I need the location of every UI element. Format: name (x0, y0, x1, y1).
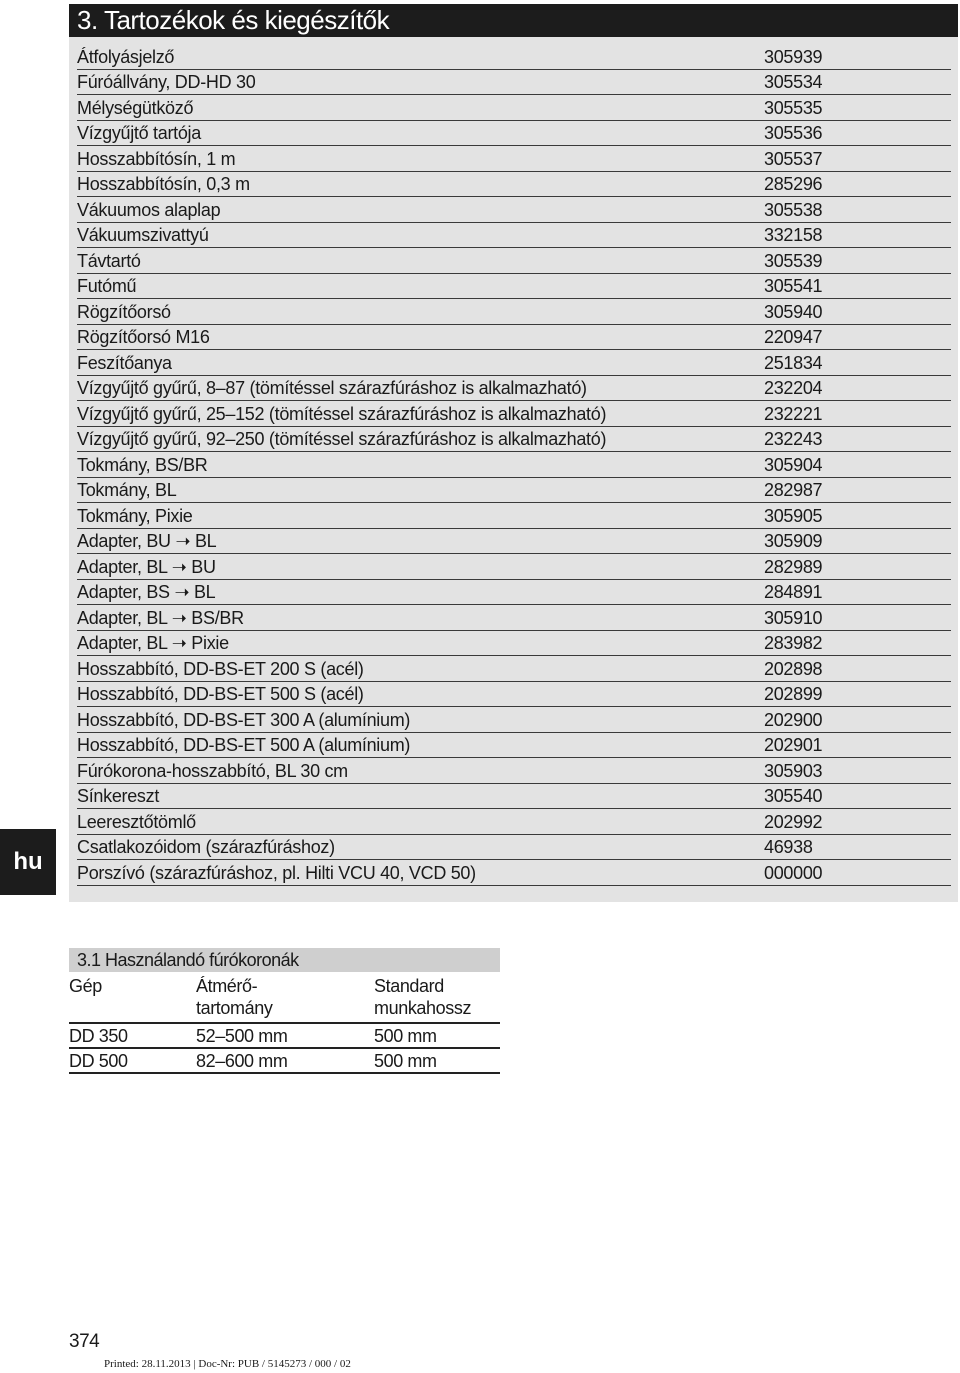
list-item (77, 223, 951, 249)
section-title: 3. Tartozékok és kiegészítők (69, 4, 958, 37)
list-item (77, 529, 951, 555)
item-number: 46938 (764, 837, 813, 857)
table-row (69, 1049, 500, 1074)
subsection-title: 3.1 Használandó fúrókoronák (69, 948, 500, 972)
list-item (77, 248, 951, 274)
accessory-name: Fúróállvány, DD-HD 30 (77, 72, 256, 92)
list-item (77, 146, 951, 172)
list-item (77, 580, 951, 606)
list-item (77, 554, 951, 580)
item-number: 283982 (764, 633, 823, 653)
accessory-name: Tokmány, BL (77, 480, 177, 500)
accessory-name: Átfolyásjelző (77, 46, 175, 67)
item-number: 282989 (764, 556, 823, 577)
cell-diameter-range: 82–600 mm (196, 1051, 288, 1071)
accessory-name: Adapter, BS ➝ BL (77, 582, 216, 602)
cell-working-length: 500 mm (374, 1051, 437, 1071)
item-number: 305535 (764, 97, 823, 118)
list-item (77, 44, 951, 70)
list-item (77, 784, 951, 810)
item-number: 305905 (764, 505, 823, 526)
item-number: 284891 (764, 582, 823, 602)
accessory-name: Adapter, BU ➝ BL (77, 531, 217, 551)
accessory-name: Vákuumszivattyú (77, 225, 209, 245)
accessory-name: Vízgyűjtő gyűrű, 8–87 (tömítéssel szárazfúráshoz is alkalmazható) (77, 378, 587, 398)
header-diameter-range: Átmérő- tartomány (196, 976, 273, 1018)
accessory-name: Hosszabbítósín, 0,3 m (77, 174, 250, 194)
item-number: 305540 (764, 786, 823, 806)
item-number: 305903 (764, 760, 823, 781)
item-number: 285296 (764, 174, 823, 194)
item-number: 305537 (764, 148, 823, 169)
list-item (77, 478, 951, 504)
item-number: 220947 (764, 327, 823, 347)
list-item (77, 95, 951, 121)
list-item (77, 299, 951, 325)
item-number: 305536 (764, 123, 823, 143)
item-number: 305539 (764, 250, 823, 271)
accessory-name: Vízgyűjtő tartója (77, 123, 201, 143)
item-number: 232243 (764, 429, 823, 449)
item-number: 305939 (764, 46, 823, 67)
list-item (77, 376, 951, 402)
item-number: 232221 (764, 403, 823, 424)
language-tab: hu (0, 829, 56, 895)
accessory-name: Adapter, BL ➝ BU (77, 556, 216, 577)
item-number: 202898 (764, 658, 823, 679)
item-number: 202901 (764, 735, 823, 755)
accessory-name: Sínkereszt (77, 786, 160, 806)
accessory-name: Hosszabbító, DD-BS-ET 500 A (alumínium) (77, 735, 411, 755)
item-number: 305904 (764, 454, 823, 475)
table-header-row (69, 975, 500, 1024)
item-number: 332158 (764, 225, 823, 245)
list-item (77, 197, 951, 223)
list-item (77, 605, 951, 631)
table-row (69, 1024, 500, 1049)
list-item (77, 452, 951, 478)
page-number: 374 (69, 1331, 100, 1352)
accessory-name: Hosszabbítósín, 1 m (77, 148, 236, 169)
accessory-name: Vízgyűjtő gyűrű, 25–152 (tömítéssel szárazfúráshoz is alkalmazható) (77, 403, 607, 424)
item-number: 305909 (764, 531, 823, 551)
accessory-name: Tokmány, BS/BR (77, 454, 208, 475)
list-item (77, 350, 951, 376)
item-number: 305538 (764, 199, 823, 220)
accessory-name: Adapter, BL ➝ BS/BR (77, 607, 244, 628)
list-item (77, 809, 951, 835)
list-item (77, 860, 951, 886)
accessories-panel (69, 37, 958, 902)
item-number: 305910 (764, 607, 823, 628)
accessory-name: Leeresztőtömlő (77, 811, 196, 832)
accessory-name: Tokmány, Pixie (77, 505, 193, 526)
cell-diameter-range: 52–500 mm (196, 1026, 288, 1046)
accessory-name: Mélységütköző (77, 97, 194, 118)
accessory-name: Feszítőanya (77, 352, 172, 373)
list-item (77, 172, 951, 198)
accessory-name: Rögzítőorsó (77, 301, 171, 322)
item-number: 282987 (764, 480, 823, 500)
header-working-length: Standard munkahossz (374, 976, 472, 1018)
item-number: 202899 (764, 684, 823, 704)
accessory-name: Hosszabbító, DD-BS-ET 500 S (acél) (77, 684, 364, 704)
list-item (77, 427, 951, 453)
list-item (77, 274, 951, 300)
item-number: 232204 (764, 378, 823, 398)
accessories-list (77, 44, 951, 886)
item-number: 000000 (764, 862, 823, 883)
list-item (77, 758, 951, 784)
header-machine: Gép (69, 976, 102, 996)
accessory-name: Rögzítőorsó M16 (77, 327, 210, 347)
accessory-name: Hosszabbító, DD-BS-ET 200 S (acél) (77, 658, 364, 679)
item-number: 305940 (764, 301, 823, 322)
accessory-name: Vízgyűjtő gyűrű, 92–250 (tömítéssel szárazfúráshoz is alkalmazható) (77, 429, 607, 449)
cell-machine: DD 500 (69, 1051, 128, 1071)
accessory-name: Adapter, BL ➝ Pixie (77, 633, 229, 653)
accessory-name: Fúrókorona-hosszabbító, BL 30 cm (77, 760, 348, 781)
accessory-name: Porszívó (szárazfúráshoz, pl. Hilti VCU 40, VCD 50) (77, 862, 476, 883)
accessory-name: Távtartó (77, 250, 141, 271)
list-item (77, 835, 951, 861)
list-item (77, 656, 951, 682)
accessory-name: Vákuumos alaplap (77, 199, 221, 220)
list-item (77, 707, 951, 733)
list-item (77, 733, 951, 759)
list-item (77, 325, 951, 351)
list-item (77, 631, 951, 657)
list-item (77, 121, 951, 147)
item-number: 251834 (764, 352, 823, 373)
core-bit-table (69, 975, 500, 1074)
accessory-name: Futómű (77, 276, 137, 296)
item-number: 305534 (764, 72, 823, 92)
cell-working-length: 500 mm (374, 1026, 437, 1046)
list-item (77, 401, 951, 427)
list-item (77, 503, 951, 529)
accessory-name: Csatlakozóidom (szárazfúráshoz) (77, 837, 335, 857)
cell-machine: DD 350 (69, 1026, 128, 1046)
print-footer: Printed: 28.11.2013 | Doc-Nr: PUB / 5145273 / 000 / 02 (104, 1358, 351, 1370)
accessory-name: Hosszabbító, DD-BS-ET 300 A (alumínium) (77, 709, 411, 730)
list-item (77, 682, 951, 708)
item-number: 202992 (764, 811, 823, 832)
list-item (77, 70, 951, 96)
item-number: 305541 (764, 276, 823, 296)
item-number: 202900 (764, 709, 823, 730)
